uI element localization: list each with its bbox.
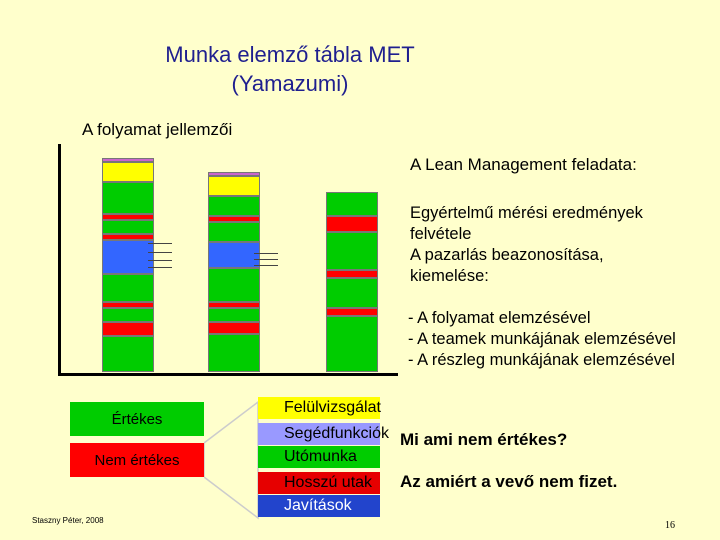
bar3-segment-non-value <box>326 270 378 278</box>
bar1-marker <box>148 260 172 261</box>
bar1-marker <box>148 267 172 268</box>
y-axis <box>58 144 61 376</box>
title-line-1: Munka elemző tábla MET <box>165 42 415 67</box>
bar1-segment-value <box>102 220 154 234</box>
bar1-segment-value <box>102 336 154 372</box>
question-text: Mi ami nem értékes? <box>400 430 568 449</box>
bar1-segment-non-value <box>102 322 154 336</box>
bar3-segment-non-value <box>326 308 378 316</box>
category-waiting <box>258 446 380 468</box>
lean-description <box>410 203 643 287</box>
bar3-segment-value <box>326 232 378 270</box>
lean-heading: A Lean Management feladata: <box>410 155 637 174</box>
bar2-marker <box>254 253 278 254</box>
category-repairs-label: Javítások <box>284 497 352 514</box>
bar2-segment-value <box>208 308 260 322</box>
bar2-segment-non-value <box>208 322 260 334</box>
process-bar-3 <box>326 192 378 372</box>
bar1-segment-repairs <box>102 240 154 274</box>
bar2-segment-repairs <box>208 242 260 268</box>
connector-funnel <box>204 402 258 518</box>
lean-item-3: - A részleg munkájának elemzésével <box>408 351 675 369</box>
bar3-segment-non-value <box>326 216 378 232</box>
bar1-segment-value <box>102 308 154 322</box>
bar2-marker <box>254 259 278 260</box>
bar1-marker <box>148 252 172 253</box>
legend-value <box>70 402 204 436</box>
author-credit: Staszny Péter, 2008 <box>32 516 104 525</box>
bar1-marker <box>148 243 172 244</box>
category-repairs <box>258 495 380 517</box>
lean-item-1: - A folyamat elemzésével <box>408 309 591 327</box>
lean-line-3: A pazarlás beazonosítása, <box>410 246 604 264</box>
category-long-path <box>258 472 380 494</box>
lean-item-2: - A teamek munkájának elemzésével <box>408 330 676 348</box>
legend-value-label: Értékes <box>111 410 163 428</box>
lean-line-4: kiemelése: <box>410 267 489 285</box>
bar2-marker <box>254 265 278 266</box>
lean-list <box>408 308 676 371</box>
bar1-segment-value <box>102 274 154 302</box>
legend-non-value-label: Nem értékes <box>94 451 180 469</box>
bar3-segment-value <box>326 316 378 372</box>
bar1-segment-value <box>102 182 154 214</box>
bar2-segment-value <box>208 196 260 216</box>
bar3-segment-value <box>326 278 378 308</box>
bar3-segment-value <box>326 192 378 216</box>
process-bar-1 <box>102 158 154 372</box>
category-support-label: Segédfunkciók <box>284 425 389 442</box>
category-long-path-label: Hosszú utak <box>284 474 373 491</box>
bar1-segment-inspection <box>102 162 154 182</box>
slide-title <box>0 40 720 98</box>
bar2-segment-inspection <box>208 176 260 196</box>
page-number: 16 <box>665 520 675 531</box>
category-support <box>258 423 389 445</box>
x-axis <box>58 373 398 376</box>
process-bar-2 <box>208 172 260 372</box>
category-inspection-label: Felülvizsgálat <box>284 399 381 416</box>
answer-text: Az amiért a vevő nem fizet. <box>400 472 618 491</box>
bar2-segment-value <box>208 334 260 372</box>
connector-shape <box>204 400 260 520</box>
bar2-segment-value <box>208 268 260 302</box>
category-inspection <box>258 397 380 419</box>
subtitle: A folyamat jellemzői <box>82 120 233 139</box>
lean-line-1: Egyértelmű mérési eredmények <box>410 204 643 222</box>
bar2-segment-value <box>208 222 260 242</box>
lean-line-2: felvétele <box>410 225 472 243</box>
title-line-2: (Yamazumi) <box>231 71 349 96</box>
legend-non-value <box>70 443 204 477</box>
category-waiting-label: Utómunka <box>284 448 357 465</box>
